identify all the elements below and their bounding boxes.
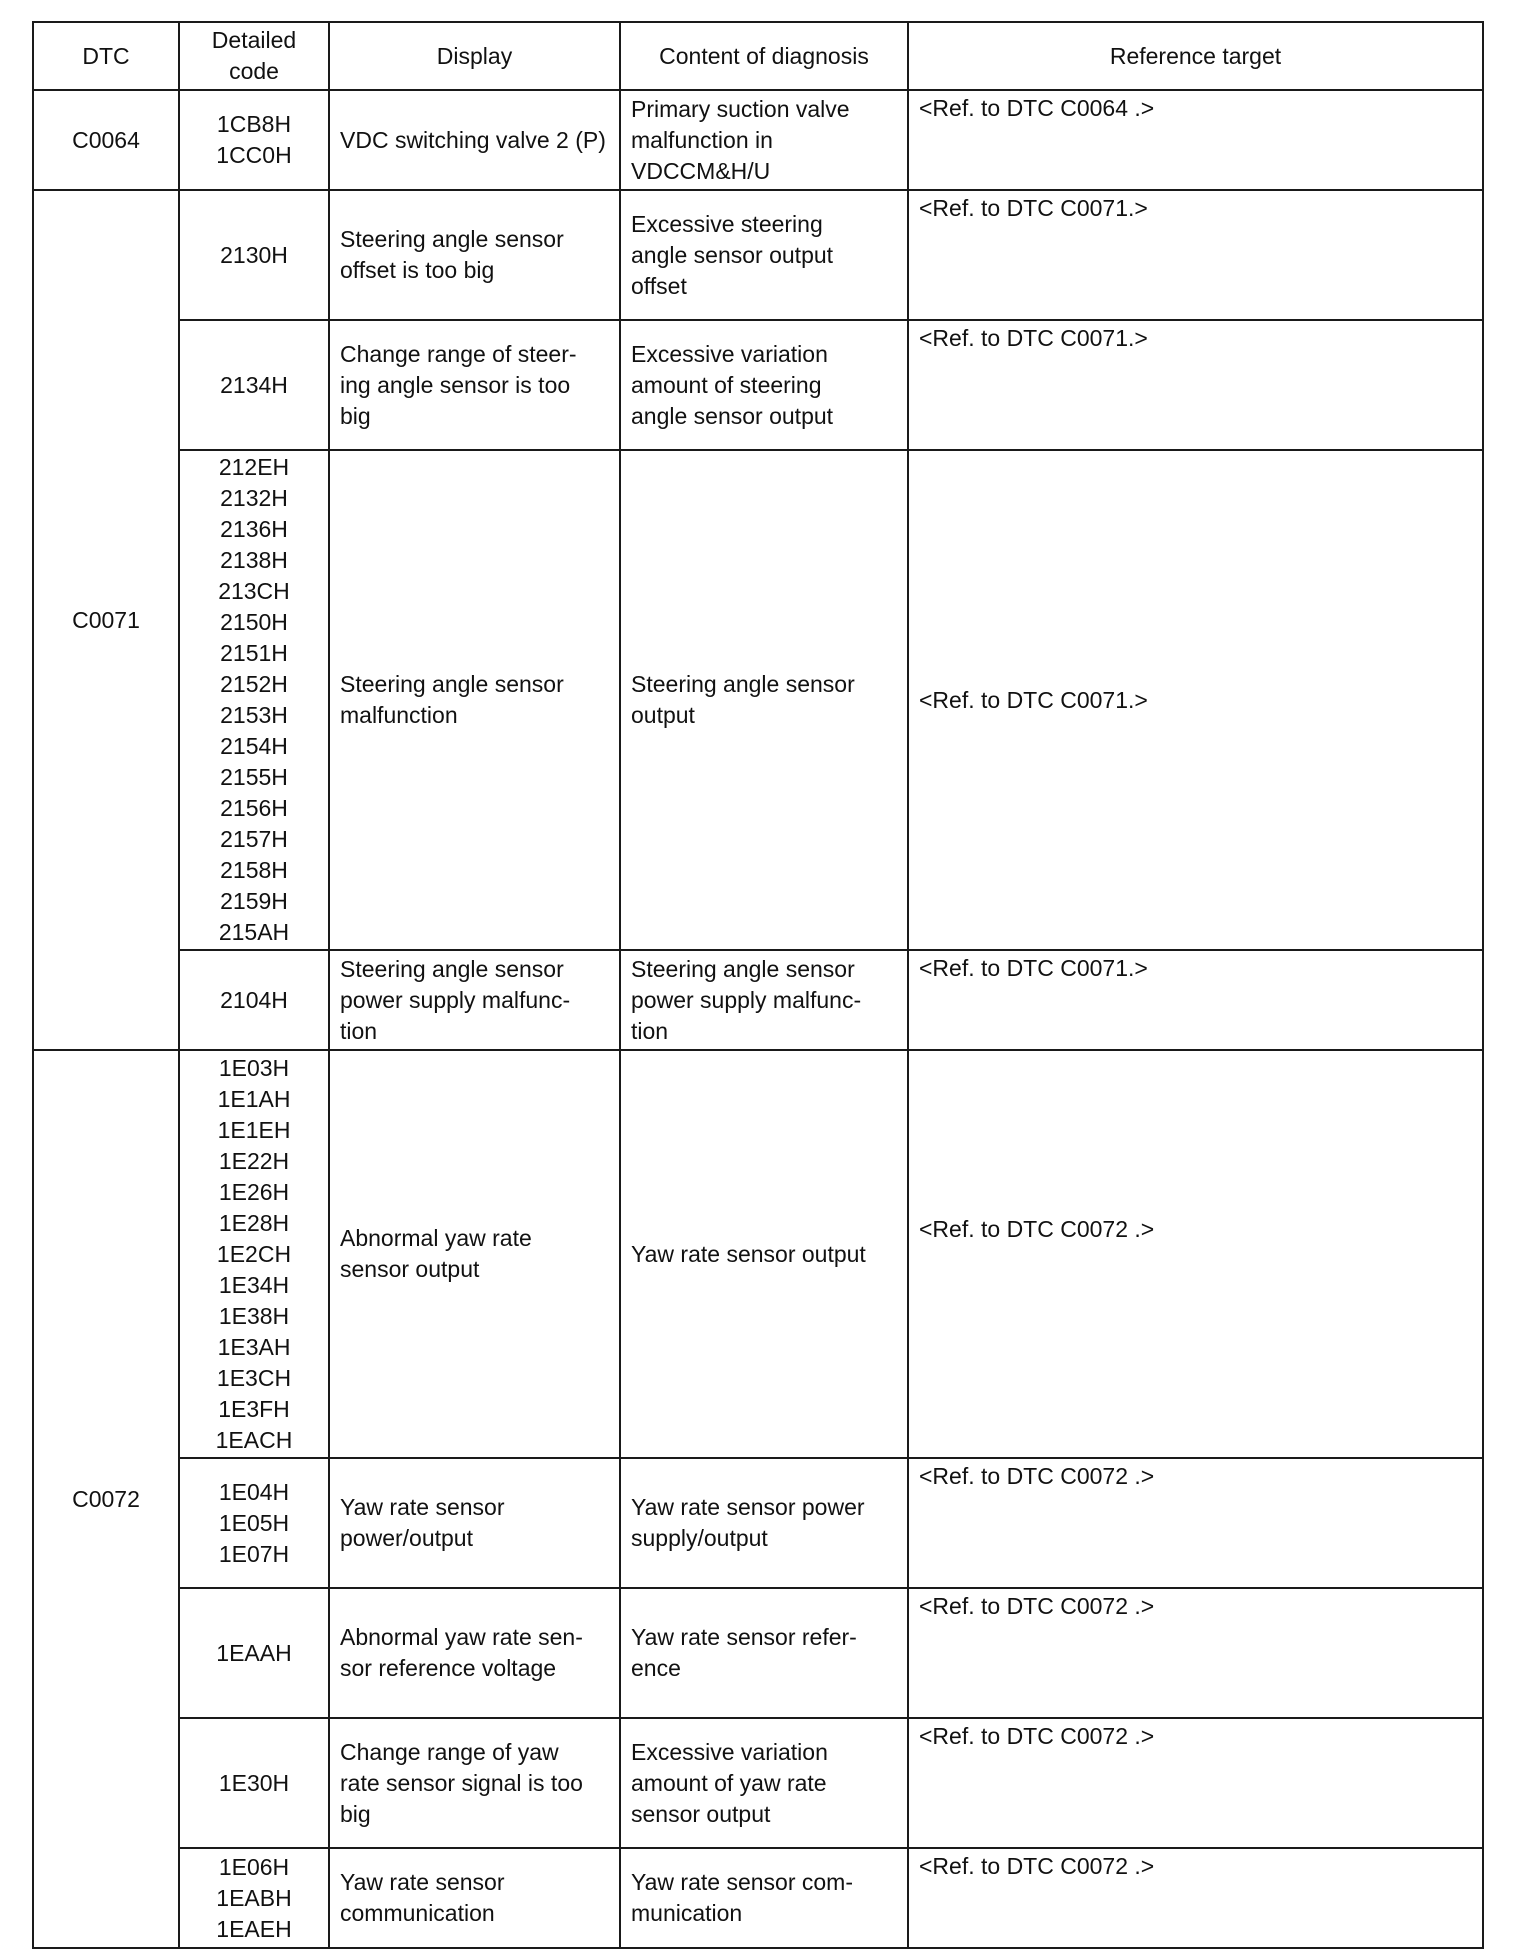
header-detailed-code: Detailed code	[179, 22, 329, 90]
reference-target-cell: <Ref. to DTC C0072 .>	[908, 1588, 1483, 1718]
display-cell: Yaw rate sensor communication	[329, 1848, 620, 1948]
reference-target-cell: <Ref. to DTC C0071.>	[908, 190, 1483, 320]
dtc-cell: C0064	[33, 90, 179, 190]
display-cell: Change range of yaw rate sensor signal is too big	[329, 1718, 620, 1848]
content-cell: Excessive steering angle sensor output offset	[620, 190, 908, 320]
header-content-of-diagnosis: Content of diagnosis	[620, 22, 908, 90]
reference-target-cell: <Ref. to DTC C0072 .>	[908, 1718, 1483, 1848]
display-cell: Yaw rate sensor power/output	[329, 1458, 620, 1588]
detailed-code-cell: 1CB8H 1CC0H	[179, 90, 329, 190]
display-cell: Steering angle sensor offset is too big	[329, 190, 620, 320]
reference-target-cell: <Ref. to DTC C0072 .>	[908, 1458, 1483, 1588]
detailed-code-cell: 212EH 2132H 2136H 2138H 213CH 2150H 2151H 2152H 2153H 2154H 2155H 2156H 2157H 2158H 2159H 215AH	[179, 450, 329, 950]
content-cell: Steering angle sensor output	[620, 450, 908, 950]
content-cell: Excessive variation amount of yaw rate sensor output	[620, 1718, 908, 1848]
content-cell: Excessive variation amount of steering angle sensor output	[620, 320, 908, 450]
table-row	[33, 1718, 1483, 1848]
reference-target-cell: <Ref. to DTC C0072 .>	[908, 1050, 1483, 1458]
header-dtc: DTC	[33, 22, 179, 90]
reference-target-cell: <Ref. to DTC C0072 .>	[908, 1848, 1483, 1948]
detailed-code-cell: 1E06H 1EABH 1EAEH	[179, 1848, 329, 1948]
display-cell: Abnormal yaw rate sen- sor reference voltage	[329, 1588, 620, 1718]
table-row	[33, 320, 1483, 450]
detailed-code-cell: 1EAAH	[179, 1588, 329, 1718]
dtc-cell: C0071	[33, 190, 179, 1050]
content-cell: Yaw rate sensor power supply/output	[620, 1458, 908, 1588]
content-cell: Primary suction valve malfunction in VDCCM&H/U	[620, 90, 908, 190]
header-row	[33, 22, 1483, 90]
header-display: Display	[329, 22, 620, 90]
dtc-table	[32, 21, 1484, 1949]
table-row	[33, 950, 1483, 1050]
reference-target-cell: <Ref. to DTC C0064 .>	[908, 90, 1483, 190]
table-row	[33, 450, 1483, 950]
table-row	[33, 1050, 1483, 1458]
detailed-code-cell: 1E04H 1E05H 1E07H	[179, 1458, 329, 1588]
detailed-code-cell: 1E30H	[179, 1718, 329, 1848]
reference-target-cell: <Ref. to DTC C0071.>	[908, 320, 1483, 450]
header-reference-target: Reference target	[908, 22, 1483, 90]
table-row	[33, 190, 1483, 320]
detailed-code-cell: 2104H	[179, 950, 329, 1050]
detailed-code-cell: 2134H	[179, 320, 329, 450]
reference-target-cell: <Ref. to DTC C0071.>	[908, 450, 1483, 950]
display-cell: Steering angle sensor power supply malfunc- tion	[329, 950, 620, 1050]
display-cell: VDC switching valve 2 (P)	[329, 90, 620, 190]
table-row	[33, 1848, 1483, 1948]
content-cell: Steering angle sensor power supply malfunc- tion	[620, 950, 908, 1050]
table-row	[33, 90, 1483, 190]
display-cell: Steering angle sensor malfunction	[329, 450, 620, 950]
table-row	[33, 1588, 1483, 1718]
display-cell: Change range of steer- ing angle sensor is too big	[329, 320, 620, 450]
display-cell: Abnormal yaw rate sensor output	[329, 1050, 620, 1458]
detailed-code-cell: 1E03H 1E1AH 1E1EH 1E22H 1E26H 1E28H 1E2CH 1E34H 1E38H 1E3AH 1E3CH 1E3FH 1EACH	[179, 1050, 329, 1458]
detailed-code-cell: 2130H	[179, 190, 329, 320]
table-row	[33, 1458, 1483, 1588]
dtc-cell: C0072	[33, 1050, 179, 1948]
content-cell: Yaw rate sensor com- munication	[620, 1848, 908, 1948]
content-cell: Yaw rate sensor refer- ence	[620, 1588, 908, 1718]
content-cell: Yaw rate sensor output	[620, 1050, 908, 1458]
reference-target-cell: <Ref. to DTC C0071.>	[908, 950, 1483, 1050]
